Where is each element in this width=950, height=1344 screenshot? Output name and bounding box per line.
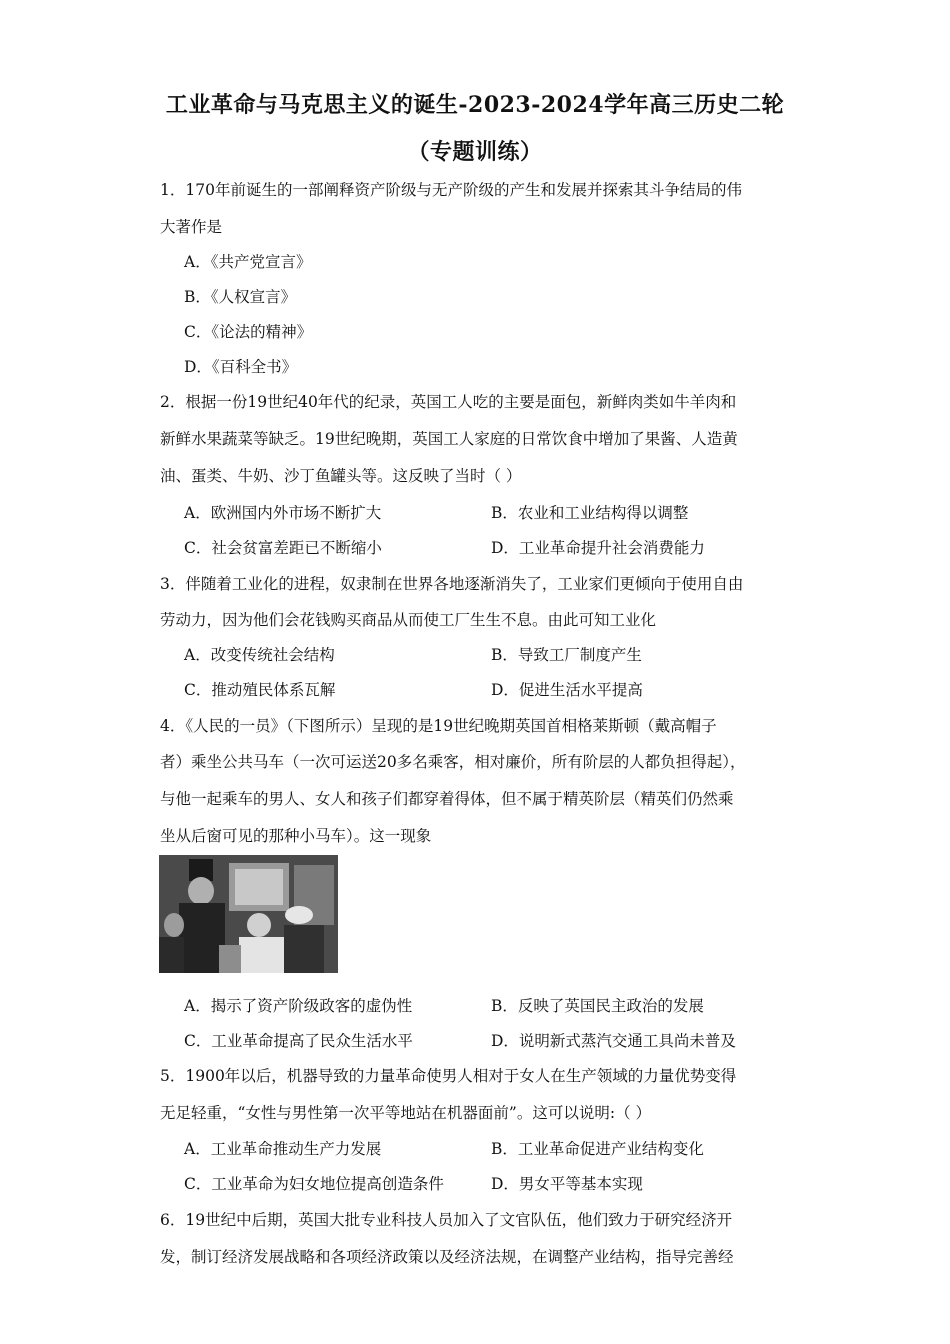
omnibus-painting-image: [159, 855, 338, 973]
question-4-option-d: D．说明新式蒸汽交通工具尚未普及: [491, 1032, 736, 1050]
question-4-option-a: A．揭示了资产阶级政客的虚伪性: [184, 997, 413, 1015]
question-5-option-c: C．工业革命为妇女地位提高创造条件: [184, 1175, 444, 1193]
question-5-option-a: A．工业革命推动生产力发展: [184, 1140, 382, 1158]
question-1-option-a: A．《共产党宣言》: [184, 253, 312, 271]
question-2-option-a: A．欧洲国内外市场不断扩大: [184, 504, 382, 522]
question-4-text-cont2: 与他一起乘车的男人、女人和孩子们都穿着得体，但不属于精英阶层（精英们仍然乘: [160, 790, 734, 808]
question-2-option-d: D．工业革命提升社会消费能力: [491, 539, 705, 557]
question-3-option-d: D．促进生活水平提高: [491, 681, 643, 699]
question-3-text-cont: 劳动力，因为他们会花钱购买商品从而使工厂生生不息。由此可知工业化: [160, 611, 657, 629]
question-1-text-cont: 大著作是: [160, 218, 223, 236]
question-5-text: 5．1900年以后，机器导致的力量革命使男人相对于女人在生产领域的力量优势变得: [160, 1067, 737, 1085]
question-4-option-c: C．工业革命提高了民众生活水平: [184, 1032, 413, 1050]
question-4-text: 4．《人民的一员》（下图所示）呈现的是19世纪晚期英国首相格莱斯顿（戴高帽子: [160, 717, 717, 735]
question-2-option-c: C．社会贫富差距已不断缩小: [184, 539, 382, 557]
question-6-text: 6．19世纪中后期，英国大批专业科技人员加入了文官队伍，他们致力于研究经济开: [160, 1211, 733, 1229]
question-5-option-b: B．工业革命促进产业结构变化: [491, 1140, 704, 1158]
question-3-option-b: B．导致工厂制度产生: [491, 646, 642, 664]
page-subtitle: （专题训练）: [407, 139, 543, 165]
question-1-option-b: B．《人权宣言》: [184, 288, 297, 306]
question-2-text: 2．根据一份19世纪40年代的纪录，英国工人吃的主要是面包，新鲜肉类如牛羊肉和: [160, 393, 737, 411]
question-1-option-c: C．《论法的精神》: [184, 323, 313, 341]
page-title: 工业革命与马克思主义的诞生-2023-2024学年高三历史二轮: [165, 92, 785, 118]
question-1-option-d: D．《百科全书》: [184, 358, 298, 376]
question-2-text-cont: 新鲜水果蔬菜等缺乏。19世纪晚期，英国工人家庭的日常饮食中增加了果酱、人造黄: [160, 430, 738, 448]
question-2-option-b: B．农业和工业结构得以调整: [491, 504, 689, 522]
question-5-option-d: D．男女平等基本实现: [491, 1175, 643, 1193]
question-5-text-cont: 无足轻重，“女性与男性第一次平等地站在机器面前”。这可以说明:（ ）: [160, 1104, 651, 1122]
question-4-text-cont: 者）乘坐公共马车（一次可运送20多名乘客，相对廉价，所有阶层的人都负担得起），: [160, 753, 746, 771]
question-3-option-c: C．推动殖民体系瓦解: [184, 681, 336, 699]
question-6-text-cont: 发，制订经济发展战略和各项经济政策以及经济法规，在调整产业结构，指导完善经: [160, 1248, 734, 1266]
question-2-text-cont2: 油、蛋类、牛奶、沙丁鱼罐头等。这反映了当时（ ）: [160, 467, 522, 485]
question-3-option-a: A．改变传统社会结构: [184, 646, 335, 664]
question-4-text-cont3: 坐从后窗可见的那种小马车）。这一现象: [160, 827, 432, 845]
question-4-option-b: B．反映了英国民主政治的发展: [491, 997, 704, 1015]
question-1-text: 1．170年前诞生的一部阐释资产阶级与无产阶级的产生和发展并探索其斗争结局的伟: [160, 181, 742, 199]
question-3-text: 3．伴随着工业化的进程，奴隶制在世界各地逐渐消失了，工业家们更倾向于使用自由: [160, 575, 744, 593]
